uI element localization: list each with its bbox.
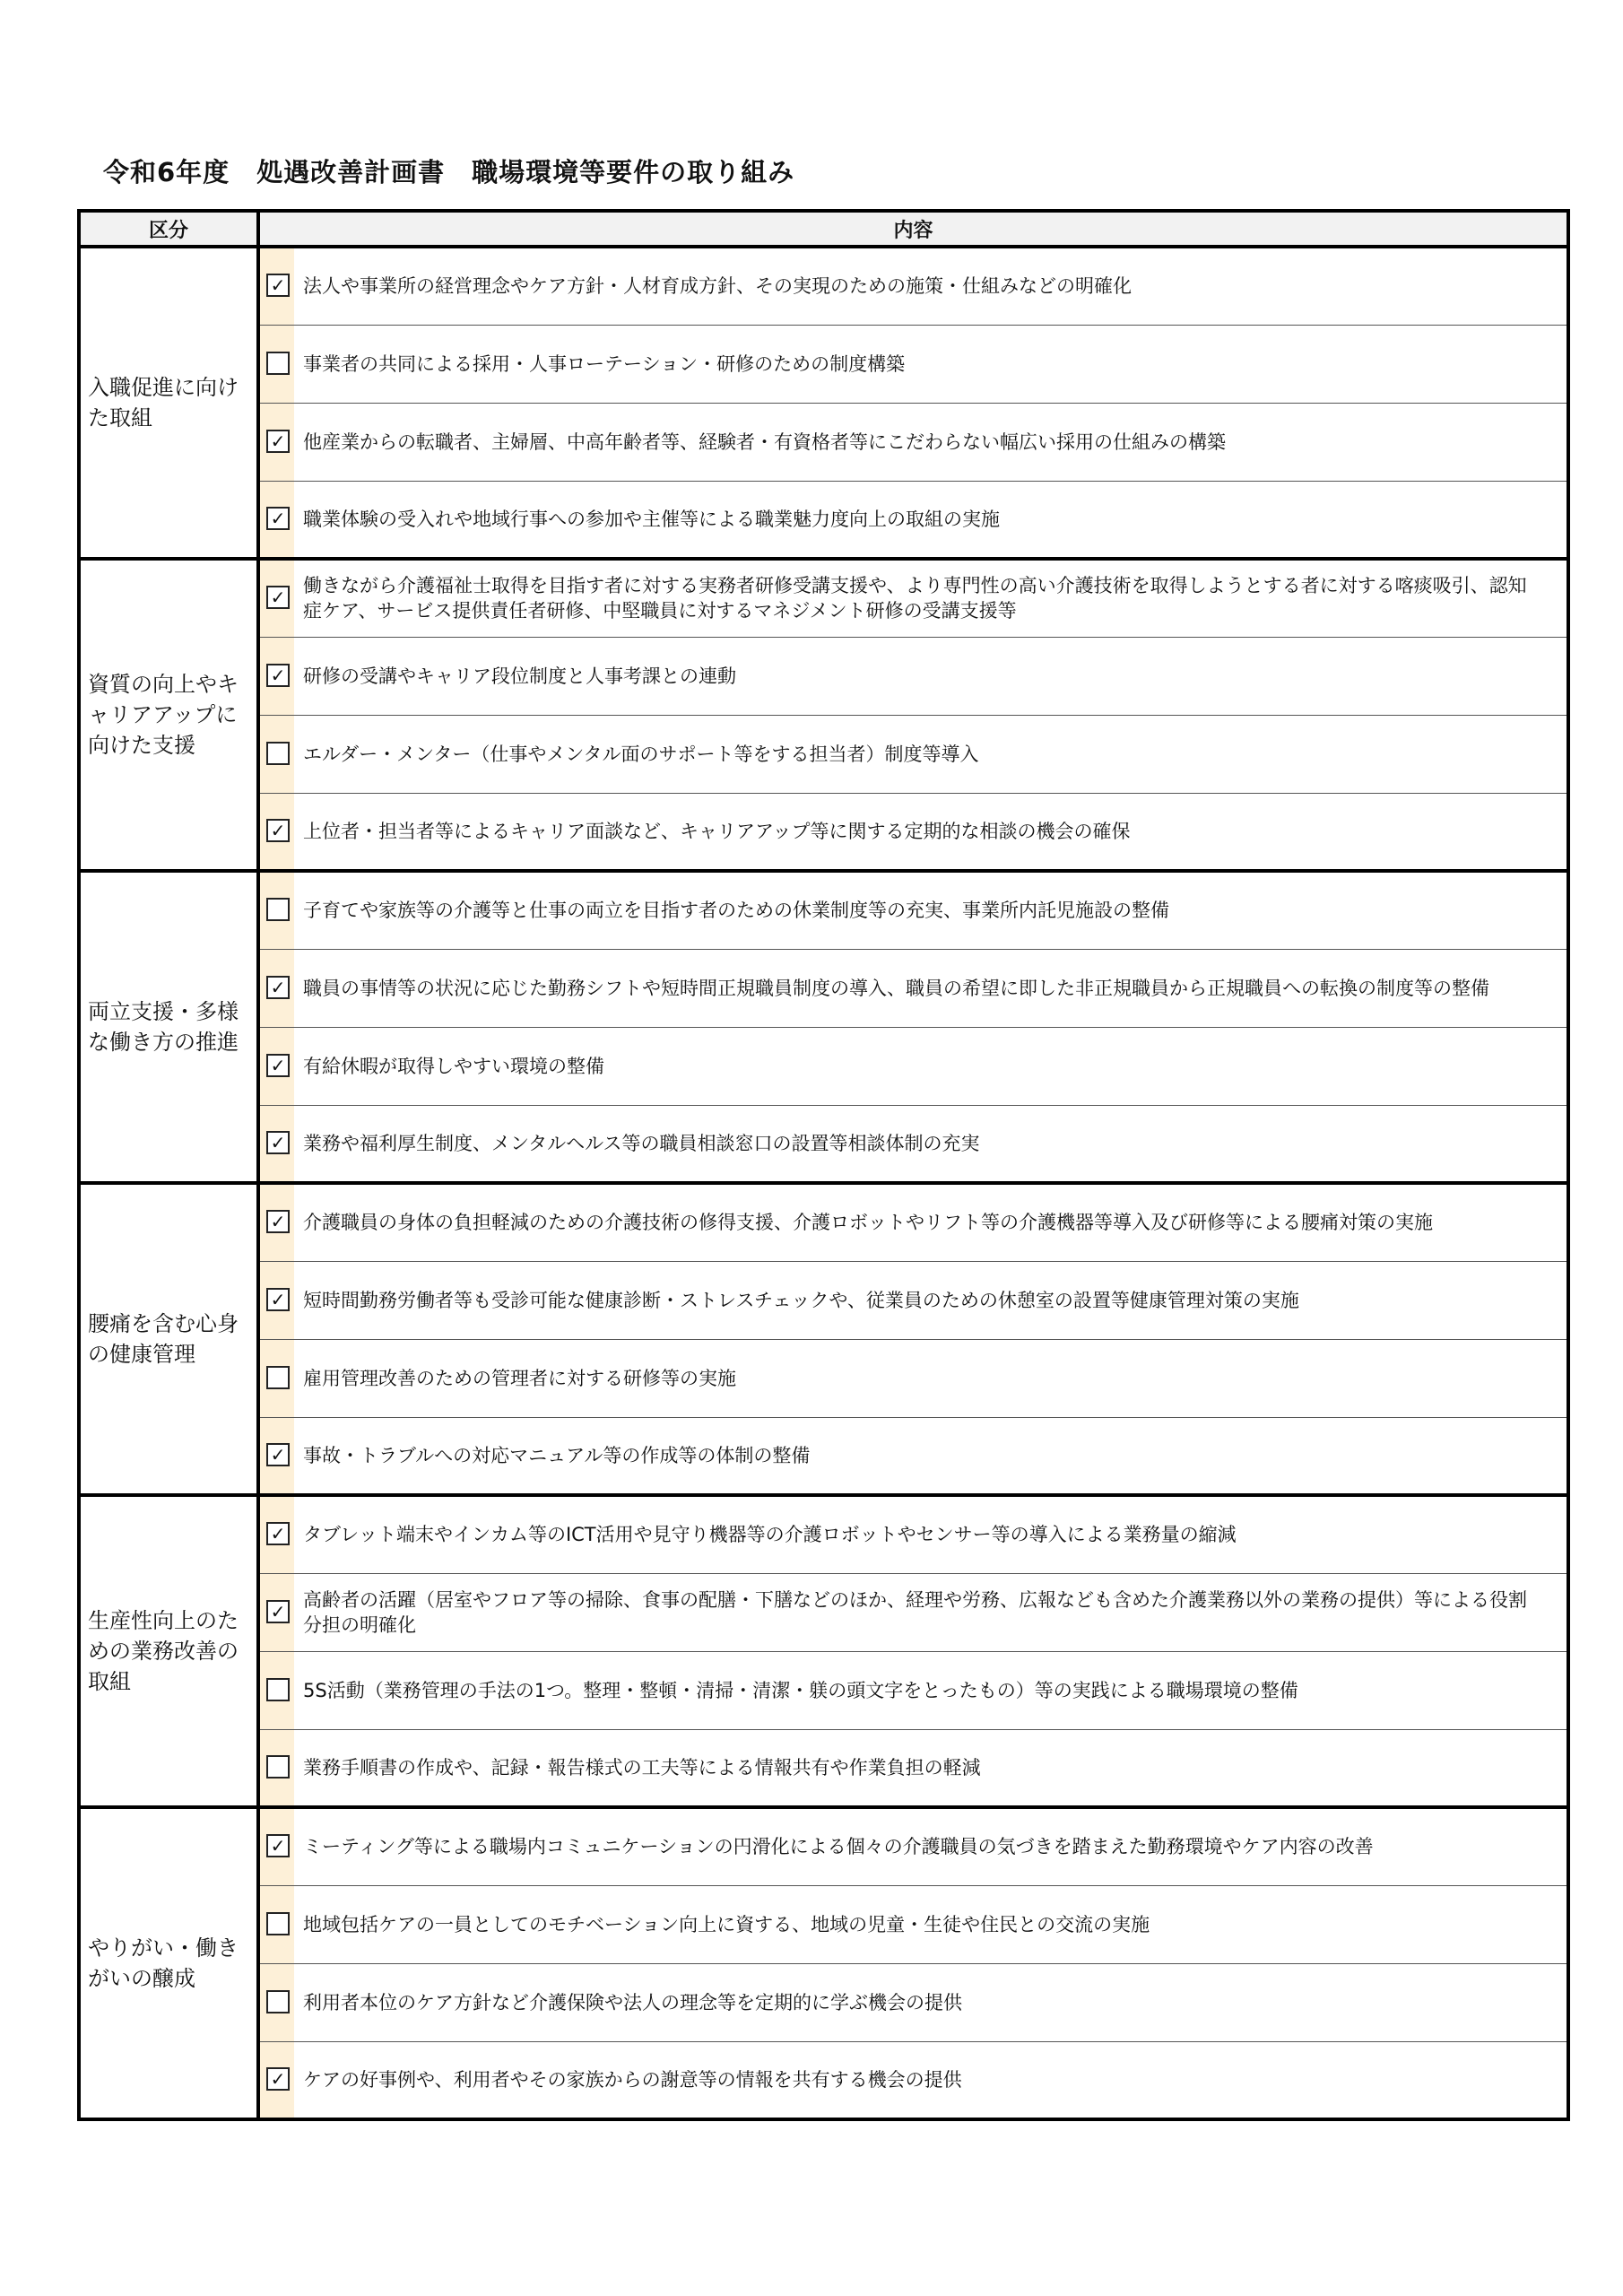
checkbox-cell [258,481,294,559]
check-mark-icon: ✓ [270,664,286,686]
check-mark-icon: ✓ [270,430,286,452]
header-category: 区分 [79,211,258,247]
checked-checkbox[interactable] [266,586,290,609]
header-content: 内容 [258,211,1568,247]
unchecked-checkbox[interactable] [266,1990,290,2013]
requirement-text: 介護職員の身体の負担軽減のための介護技術の修得支援、介護ロボットやリフト等の介護機器等導入及び研修等による腰痛対策の実施 [294,1183,1568,1261]
category-label: やりがい・働きがいの醸成 [88,1935,239,1991]
table-header-row [79,211,1568,247]
unchecked-checkbox[interactable] [266,742,290,765]
requirement-text: 5S活動（業務管理の手法の1つ。整理・整頓・清掃・清潔・躾の頭文字をとったもの）等の実践による職場環境の整備 [294,1651,1568,1729]
checked-checkbox[interactable] [266,430,290,453]
checked-checkbox[interactable] [266,1522,290,1545]
checked-checkbox[interactable] [266,507,290,530]
checkbox-cell [258,949,294,1027]
table-row [79,1807,1568,1885]
requirement-text: 他産業からの転職者、主婦層、中高年齢者等、経験者・有資格者等にこだわらない幅広い採用の仕組みの構築 [294,403,1568,481]
requirement-text: エルダー・メンター（仕事やメンタル面のサポート等をする担当者）制度等導入 [294,715,1568,793]
checkbox-cell [258,793,294,871]
check-mark-icon: ✓ [270,587,286,609]
unchecked-checkbox[interactable] [266,1366,290,1389]
unchecked-checkbox[interactable] [266,898,290,921]
checked-checkbox[interactable] [266,664,290,687]
table-row [79,1027,1568,1105]
checked-checkbox[interactable] [266,1600,290,1623]
checked-checkbox[interactable] [266,1288,290,1311]
checkbox-cell [258,1261,294,1339]
page-title: 令和6年度 処遇改善計画書 職場環境等要件の取り組み [103,157,795,187]
requirement-text: 地域包括ケアの一員としてのモチベーション向上に資する、地域の児童・生徒や住民との交流の実施 [294,1885,1568,1963]
checkbox-cell [258,1729,294,1807]
requirement-text: 職員の事情等の状況に応じた勤務シフトや短時間正規職員制度の導入、職員の希望に即した非正規職員から正規職員への転換の制度等の整備 [294,949,1568,1027]
checkbox-cell [258,1027,294,1105]
checkbox-cell [258,1573,294,1651]
requirement-text: 子育てや家族等の介護等と仕事の両立を目指す者のための休業制度等の充実、事業所内託児施設の整備 [294,871,1568,949]
checkbox-cell [258,1495,294,1573]
check-mark-icon: ✓ [270,1835,286,1857]
checkbox-cell [258,715,294,793]
check-mark-icon: ✓ [270,2067,286,2090]
table-row [79,1651,1568,1729]
requirement-text: 雇用管理改善のための管理者に対する研修等の実施 [294,1339,1568,1417]
checkbox-cell [258,1183,294,1261]
requirement-text: 上位者・担当者等によるキャリア面談など、キャリアアップ等に関する定期的な相談の機会の確保 [294,793,1568,871]
check-mark-icon: ✓ [270,1600,286,1622]
checkbox-cell [258,1651,294,1729]
table-row [79,715,1568,793]
checked-checkbox[interactable] [266,1834,290,1857]
table-row [79,1963,1568,2041]
table-row [79,2041,1568,2119]
check-mark-icon: ✓ [270,1523,286,1545]
checkbox-cell [258,559,294,637]
table-row [79,1105,1568,1183]
table-row [79,793,1568,871]
checkbox-cell [258,247,294,325]
requirement-text: 利用者本位のケア方針など介護保険や法人の理念等を定期的に学ぶ機会の提供 [294,1963,1568,2041]
check-mark-icon: ✓ [270,1443,286,1465]
requirement-text: ケアの好事例や、利用者やその家族からの謝意等の情報を共有する機会の提供 [294,2041,1568,2119]
requirement-text: 研修の受講やキャリア段位制度と人事考課との連動 [294,637,1568,715]
checkbox-cell [258,2041,294,2119]
table-row [79,871,1568,949]
category-label: 生産性向上のための業務改善の取組 [88,1608,239,1694]
requirement-text: 働きながら介護福祉士取得を目指す者に対する実務者研修受講支援や、より専門性の高い介護技術を取得しようとする者に対する喀痰吸引、認知症ケア、サービス提供責任者研修、中堅職員に対するマネジメント研修の受講支援等 [294,559,1568,637]
table-body [79,247,1568,2119]
table-row [79,1495,1568,1573]
table-row [79,1261,1568,1339]
check-mark-icon: ✓ [270,976,286,998]
checked-checkbox[interactable] [266,976,290,999]
requirement-text: 業務や福利厚生制度、メンタルヘルス等の職員相談窓口の設置等相談体制の充実 [294,1105,1568,1183]
checkbox-cell [258,637,294,715]
table-row [79,1339,1568,1417]
checkbox-cell [258,1339,294,1417]
table-row [79,559,1568,637]
requirement-text: タブレット端末やインカム等のICT活用や見守り機器等の介護ロボットやセンサー等の導入による業務量の縮減 [294,1495,1568,1573]
category-cell [79,1807,258,2119]
checked-checkbox[interactable] [266,1131,290,1154]
checked-checkbox[interactable] [266,2067,290,2091]
table-row [79,1573,1568,1651]
table-row [79,403,1568,481]
requirement-text: 高齢者の活躍（居室やフロア等の掃除、食事の配膳・下膳などのほか、経理や労務、広報なども含めた介護業務以外の業務の提供）等による役割分担の明確化 [294,1573,1568,1651]
table-row [79,949,1568,1027]
table-row [79,481,1568,559]
category-cell [79,247,258,559]
requirement-text: 事故・トラブルへの対応マニュアル等の作成等の体制の整備 [294,1417,1568,1495]
table-row [79,325,1568,403]
checkbox-cell [258,1105,294,1183]
check-mark-icon: ✓ [270,507,286,529]
category-cell [79,1495,258,1807]
category-cell [79,871,258,1183]
requirement-text: 業務手順書の作成や、記録・報告様式の工夫等による情報共有や作業負担の軽減 [294,1729,1568,1807]
table-row [79,637,1568,715]
table-row [79,1183,1568,1261]
checkbox-cell [258,1963,294,2041]
table-row [79,247,1568,325]
check-mark-icon: ✓ [270,274,286,297]
requirement-text: 有給休暇が取得しやすい環境の整備 [294,1027,1568,1105]
unchecked-checkbox[interactable] [266,352,290,375]
table-row [79,1885,1568,1963]
checkbox-cell [258,403,294,481]
unchecked-checkbox[interactable] [266,1678,290,1701]
check-mark-icon: ✓ [270,819,286,841]
requirement-text: 短時間勤務労働者等も受診可能な健康診断・ストレスチェックや、従業員のための休憩室の設置等健康管理対策の実施 [294,1261,1568,1339]
category-cell [79,559,258,871]
requirement-text: 法人や事業所の経営理念やケア方針・人材育成方針、その実現のための施策・仕組みなどの明確化 [294,247,1568,325]
checkbox-cell [258,1417,294,1495]
requirements-table [77,209,1570,2121]
check-mark-icon: ✓ [270,1054,286,1076]
category-cell [79,1183,258,1495]
checked-checkbox[interactable] [266,1210,290,1233]
category-label: 入職促進に向けた取組 [88,375,239,430]
unchecked-checkbox[interactable] [266,1755,290,1779]
check-mark-icon: ✓ [270,1131,286,1153]
category-label: 資質の向上やキャリアアップに向けた支援 [88,672,239,758]
unchecked-checkbox[interactable] [266,1912,290,1935]
checked-checkbox[interactable] [266,1054,290,1077]
checked-checkbox[interactable] [266,819,290,842]
check-mark-icon: ✓ [270,1211,286,1233]
check-mark-icon: ✓ [270,1288,286,1310]
checkbox-cell [258,1807,294,1885]
checked-checkbox[interactable] [266,1443,290,1466]
table-row [79,1729,1568,1807]
checkbox-cell [258,325,294,403]
requirement-text: ミーティング等による職場内コミュニケーションの円滑化による個々の介護職員の気づきを踏まえた勤務環境やケア内容の改善 [294,1807,1568,1885]
table-row [79,1417,1568,1495]
category-label: 腰痛を含む心身の健康管理 [88,1311,239,1367]
requirement-text: 事業者の共同による採用・人事ローテーション・研修のための制度構築 [294,325,1568,403]
checkbox-cell [258,871,294,949]
checkbox-cell [258,1885,294,1963]
category-label: 両立支援・多様な働き方の推進 [88,999,239,1055]
requirement-text: 職業体験の受入れや地域行事への参加や主催等による職業魅力度向上の取組の実施 [294,481,1568,559]
checked-checkbox[interactable] [266,274,290,297]
